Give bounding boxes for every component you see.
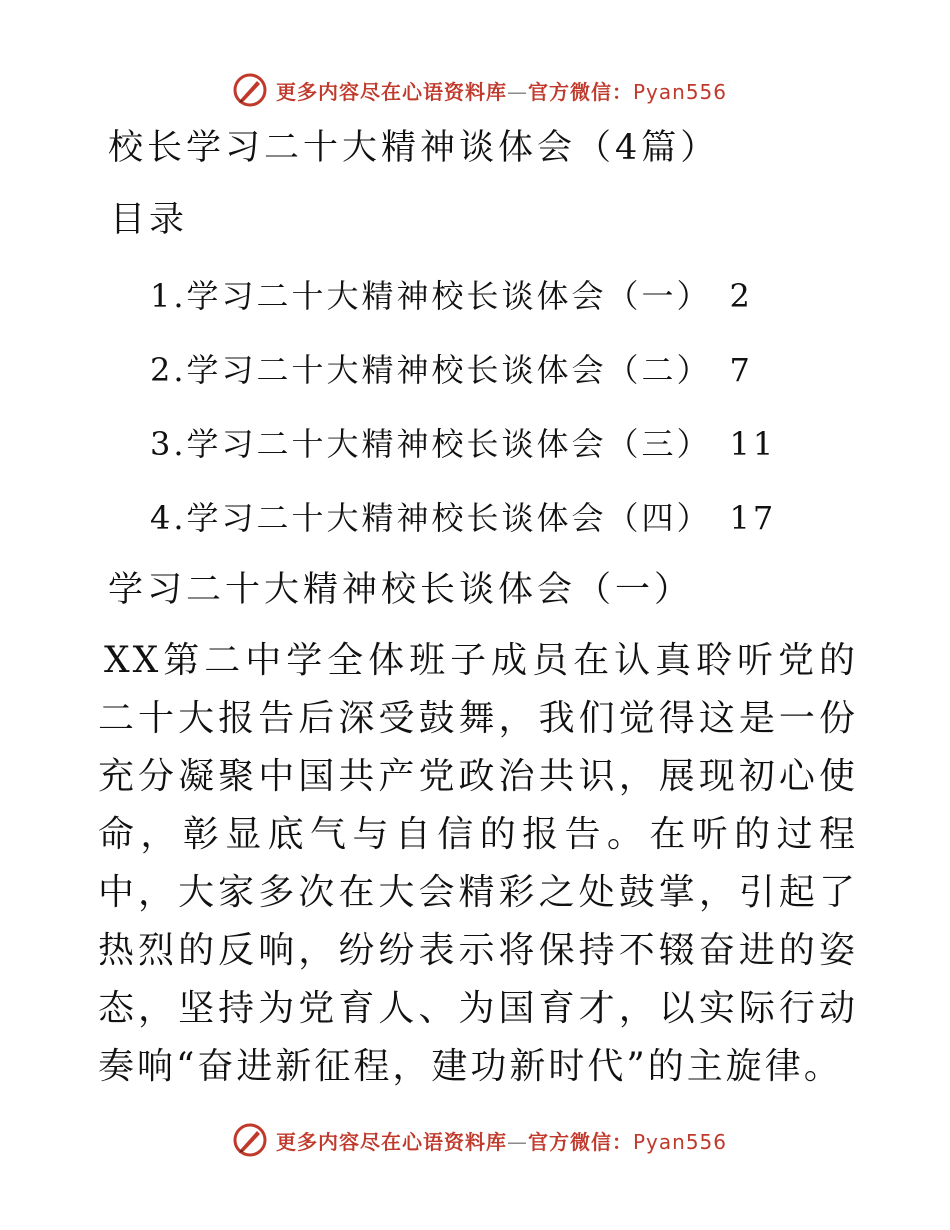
watermark-separator: — <box>507 79 528 104</box>
watermark-channel: 官方微信： <box>528 79 633 104</box>
toc-item[interactable] <box>150 272 753 320</box>
watermark-text <box>276 76 727 105</box>
watermark-brand: 更多内容尽在心语资料库 <box>276 1129 507 1154</box>
watermark-account: Pyan556 <box>633 79 728 104</box>
quill-logo-icon <box>232 1122 268 1158</box>
header-watermark <box>232 70 727 110</box>
footer-watermark <box>232 1120 727 1160</box>
toc-item[interactable] <box>150 346 753 394</box>
toc-item[interactable] <box>150 494 776 542</box>
toc-item-page: 17 <box>729 499 777 537</box>
toc-item-label: 2.学习二十大精神校长谈体会（二） <box>150 351 712 389</box>
section-title: 学习二十大精神校长谈体会（一） <box>108 570 694 610</box>
body-paragraph: XX第二中学全体班子成员在认真聆听党的二十大报告后深受鼓舞，我们觉得这是一份充分凝聚中国共产党政治共识，展现初心使命，彰显底气与自信的报告。在听的过程中，大家多次在大会精彩之处鼓掌，引起了热烈的反响，纷纷表示将保持不辍奋进的姿态，坚持为党育人、为国育才，以实际行动奏响“奋进新征程，建功新时代”的主旋律。 <box>98 640 858 1087</box>
toc-item-label: 4.学习二十大精神校长谈体会（四） <box>150 499 712 537</box>
watermark-separator: — <box>507 1129 528 1154</box>
toc-item-page: 7 <box>729 351 753 389</box>
watermark-channel: 官方微信： <box>528 1129 633 1154</box>
document-title: 校长学习二十大精神谈体会（4篇） <box>108 128 720 168</box>
watermark-account: Pyan556 <box>633 1129 728 1154</box>
watermark-brand: 更多内容尽在心语资料库 <box>276 79 507 104</box>
toc-item-page: 11 <box>729 425 777 463</box>
quill-logo-icon <box>232 72 268 108</box>
toc-item-page: 2 <box>729 277 753 315</box>
toc-item-label: 1.学习二十大精神校长谈体会（一） <box>150 277 712 315</box>
toc-item[interactable] <box>150 420 776 468</box>
toc-item-label: 3.学习二十大精神校长谈体会（三） <box>150 425 712 463</box>
toc-heading: 目录 <box>110 200 189 240</box>
watermark-text <box>276 1126 727 1155</box>
